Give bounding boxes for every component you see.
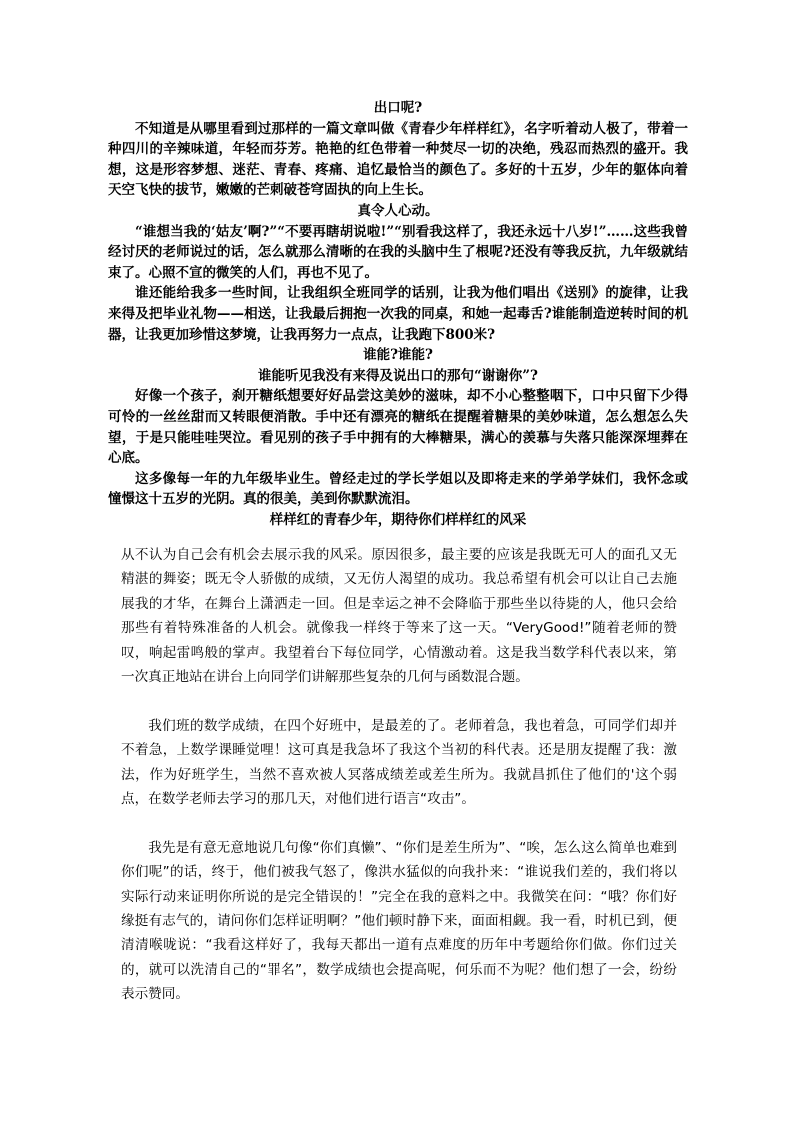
text-line: 出口呢? — [373, 100, 423, 116]
paragraph: 从不认为自己会有机会去展示我的风采。原因很多，最主要的应该是我既无可人的面孔又无精湛的舞姿；既无令人骄傲的成绩，又无仿人渴望的成功。我总希望有机会可以让自己去施展我的才华，在舞台上潇洒走一回。但是幸运之神不会降临于那些坐以待毙的人，他只会给那些有着特殊准备的人机会。就像我一样终于等来了这一天。“VeryGood!”随着老师的赞叹，响起雷鸣般的掌声。我望着台下每位同学，心情激动着。这是我当数学科代表以来，第一次真正地站在讲台上向同学们讲解那些复杂的几何与函数混合题。 — [121, 547, 677, 686]
essay-top-section — [108, 98, 688, 530]
paragraph: 我们班的数学成绩，在四个好班中，是最差的了。老师着急，我也着急，可同学们却并不着急，上数学课睡觉哩！这可真是我急坏了我这个当初的科代表。还是朋友提醒了我：激法，作为好班学生，当然不喜欢被人冥落成绩差或差生所为。我就昌抓住了他们的'这个弱点，在数学老师去学习的那几天，对他们进行语言“攻击”。 — [121, 717, 677, 808]
paragraph: 不知道是从哪里看到过那样的一篇文章叫做《青春少年样样红》，名字听着动人极了，带着一种四川的辛辣味道，年轻而芬芳。艳艳的红色带着一种焚尽一切的决绝，残忍而热烈的盛开。我想，这是形容梦想、迷茫、青春、疼痛、追忆最恰当的颜色了。多好的十五岁，少年的躯体向着天空飞快的拔节，嫩嫩的芒刺破苍穹固执的向上生长。 — [108, 120, 688, 199]
paragraph: 我先是有意无意地说几句像“你们真懒”、“你们是差生所为”、“唉，怎么这么简单也难到你们呢”的话，终于，他们被我气怒了，像洪水猛似的向我扑来：“谁说我们差的，我们将以实际行动来证明你所说的是完全错误的！”完全在我的意料之中。我微笑在问：“哦？你们好缘挺有志气的，请问你们怎样证明啊？”他们顿时静下来，面面相觑。我一看，时机已到，便清清喉咙说：“我看这样好了，我每天都出一道有点难度的历年中考题给你们做。你们过关的，就可以洗清自己的“罪名”，数学成绩也会提高呢，何乐而不为呢？他们想了一会，纷纷表示赞同。 — [121, 839, 677, 1003]
text-line: 谁能听见我没有来得及说出口的那句“谢谢你”? — [258, 367, 538, 384]
text-line: 样样红的青春少年，期待你们样样红的风采 — [269, 511, 527, 528]
text-line: 谁能?谁能? — [363, 347, 433, 364]
paragraph: 这多像每一年的九年级毕业生。曾经走过的学长学姐以及即将走来的学弟学妹们，我怀念或憧憬这十五岁的光阴。真的很美，美到你默默流泪。 — [108, 470, 688, 508]
paragraph: “谁想当我的‘姑友’啊?”“不要再瞎胡说啦!”“别看我这样了，我还永远十八岁!”……这些我曾经讨厌的老师说过的话，怎么就那么清晰的在我的头脑中生了根呢?还没有等我反抗，九年级就结束了。心照不宣的微笑的人们，再也不见了。 — [108, 223, 688, 281]
essay-bottom-section — [121, 543, 677, 1007]
paragraph: 好像一个孩子，刹开糖纸想要好好品尝这美妙的滋味，却不小心整整咽下，口中只留下少得可怜的一丝丝甜而又转眼便消散。手中还有漂亮的糖纸在提醒着糖果的美妙味道，怎么想怎么失望，于是只能哇哇哭泣。看见别的孩子手中拥有的大棒糖果，满心的羡慕与失落只能深深埋葬在心底。 — [108, 388, 688, 467]
text-line: 真令人心动。 — [357, 202, 439, 219]
paragraph: 谁还能给我多一些时间，让我组织全班同学的话别，让我为他们唱出《送别》的旋律，让我来得及把毕业礼物——相送，让我最后拥抱一次我的同桌，和她一起毒舌?谁能制造逆转时间的机器，让我更加珍惜这梦境，让我再努力一点点，让我跑下800米? — [108, 285, 688, 343]
